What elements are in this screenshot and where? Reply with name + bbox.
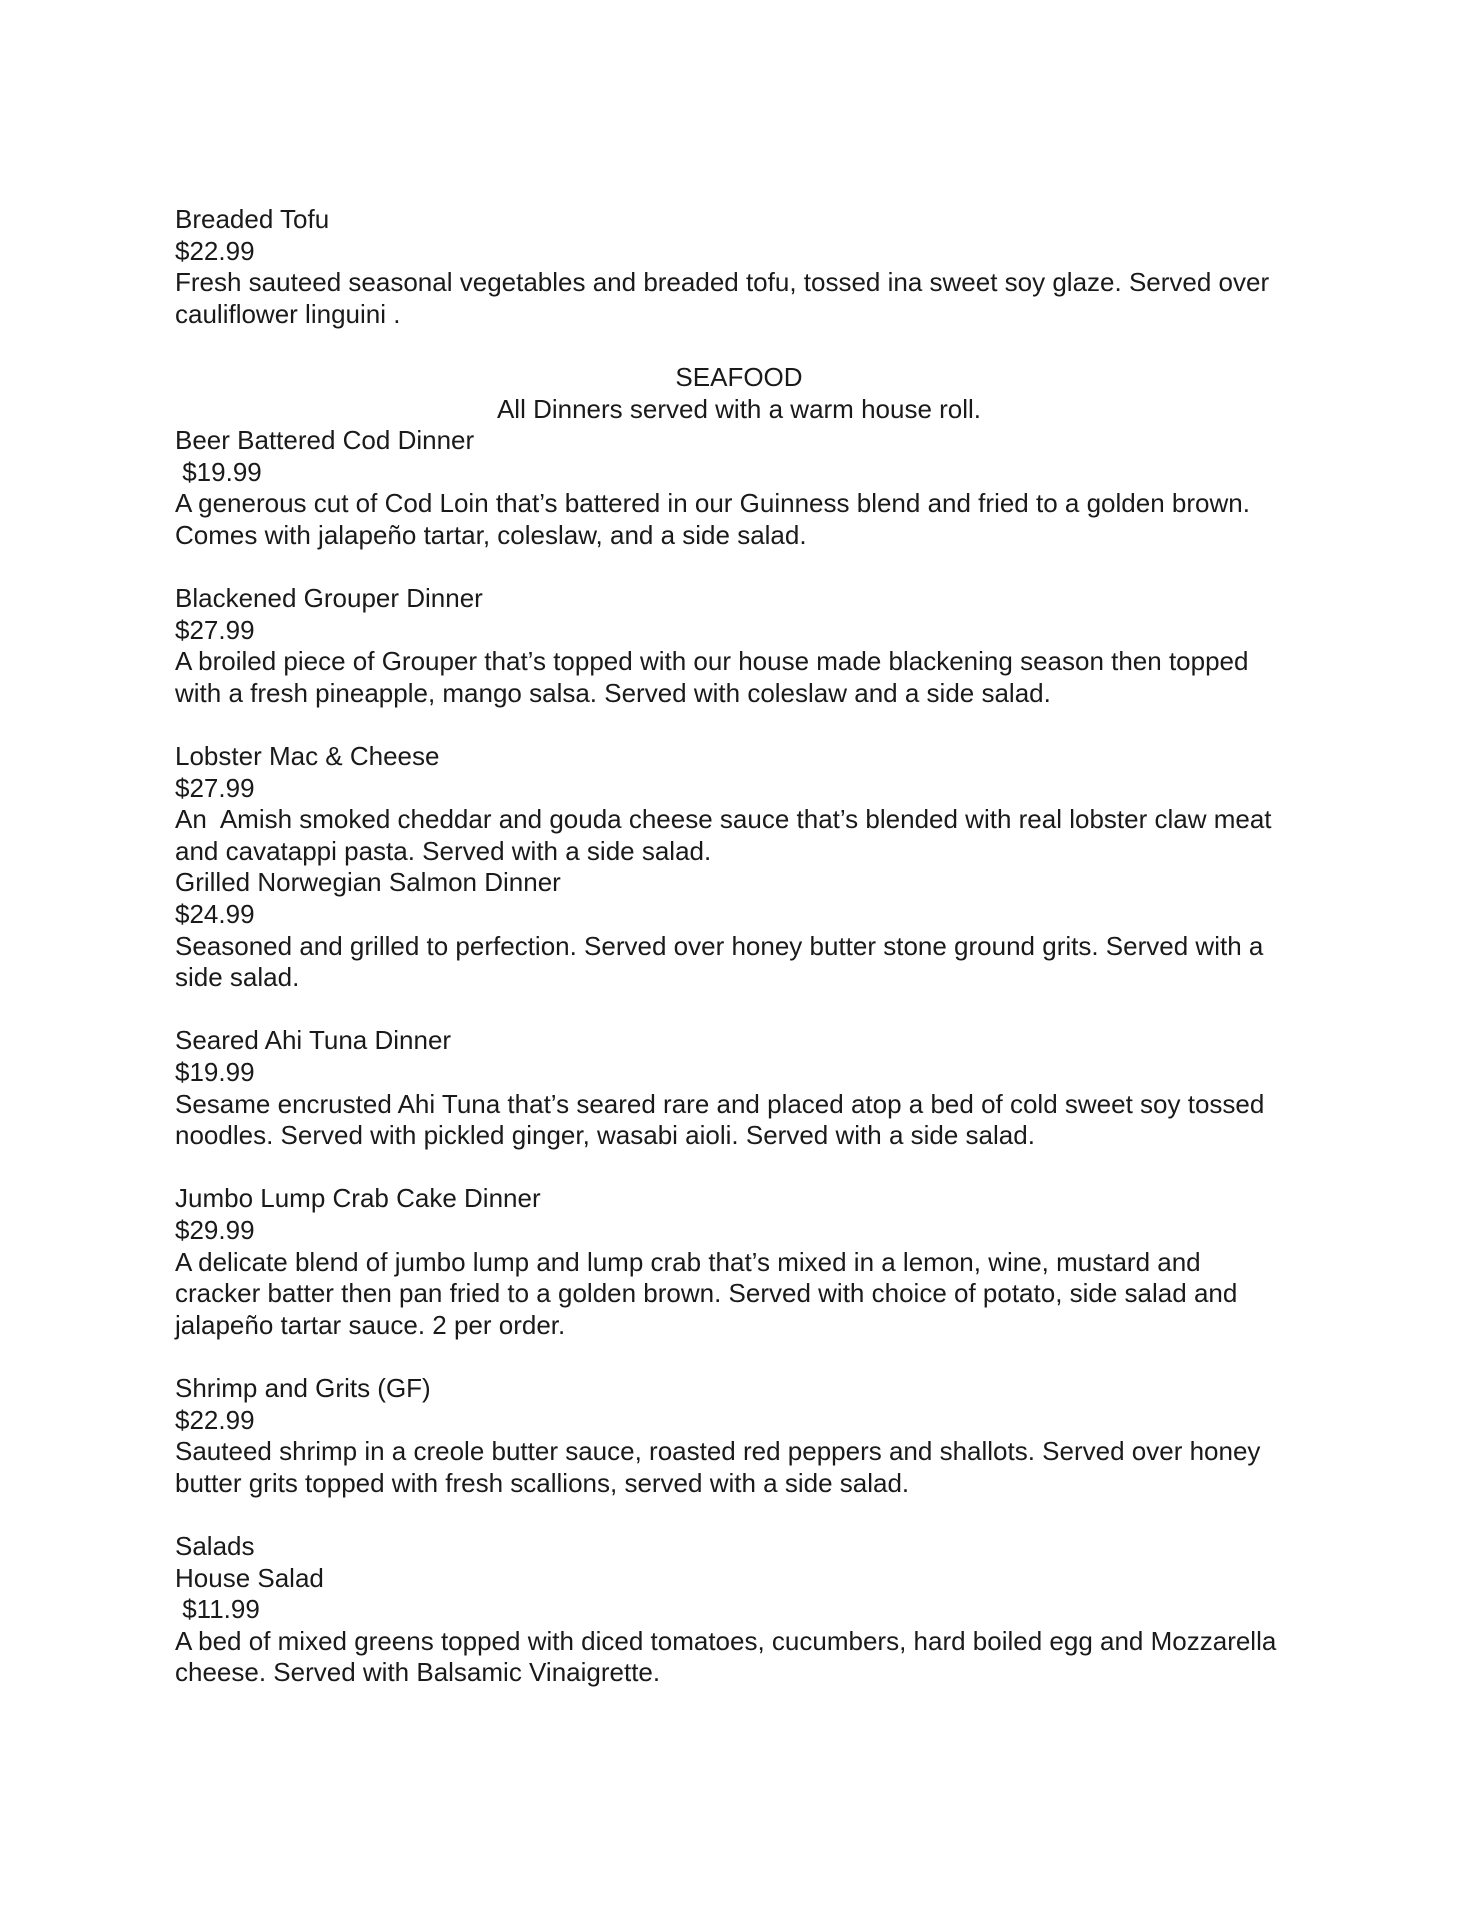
section-salads [175, 1531, 1315, 1689]
item-description-line: and cavatappi pasta. Served with a side salad. [175, 835, 712, 866]
section-subheading: All Dinners served with a warm house roll. [496, 393, 982, 424]
menu-item-cod [175, 425, 1315, 551]
item-description-line: cauliflower linguini . [175, 298, 401, 329]
spacer [175, 1152, 1315, 1184]
item-description-line: butter grits topped with fresh scallions, served with a side salad. [175, 1467, 910, 1498]
menu-item-ahi-tuna [175, 1025, 1315, 1151]
item-price: $27.99 [175, 772, 255, 803]
section-heading: SEAFOOD [675, 361, 803, 392]
spacer [175, 552, 1315, 584]
menu-item-breaded-tofu [175, 204, 1315, 330]
item-description-line: cracker batter then pan fried to a golden brown. Served with choice of potato, side salad and [175, 1278, 1238, 1309]
menu-item-crab-cake [175, 1183, 1315, 1341]
spacer [175, 994, 1315, 1026]
item-description-line: A bed of mixed greens topped with diced tomatoes, cucumbers, hard boiled egg and Mozzarella [175, 1625, 1277, 1656]
item-name: House Salad [175, 1562, 324, 1593]
menu-item-grouper [175, 583, 1315, 709]
item-name: Shrimp and Grits (GF) [175, 1372, 431, 1403]
item-name: Lobster Mac & Cheese [175, 741, 440, 772]
spacer [175, 1341, 1315, 1373]
item-name: Seared Ahi Tuna Dinner [175, 1025, 452, 1056]
item-name: Beer Battered Cod Dinner [175, 425, 475, 456]
item-price: $19.99 [175, 456, 262, 487]
menu-item-lobster-mac [175, 741, 1315, 867]
item-price: $19.99 [175, 1057, 255, 1088]
item-price: $24.99 [175, 899, 255, 930]
item-name: Breaded Tofu [175, 204, 330, 234]
item-description-line: noodles. Served with pickled ginger, wasabi aioli. Served with a side salad. [175, 1120, 1035, 1151]
spacer [175, 1499, 1315, 1531]
item-description-line: A broiled piece of Grouper that’s topped with our house made blackening season then topped [175, 646, 1249, 677]
item-price: $27.99 [175, 614, 255, 645]
item-description-line: jalapeño tartar sauce. 2 per order. [175, 1309, 566, 1340]
item-description-line: Sesame encrusted Ahi Tuna that’s seared rare and placed atop a bed of cold sweet soy tossed [175, 1088, 1265, 1119]
section-seafood [175, 362, 1315, 1499]
menu-page [175, 204, 1315, 1689]
item-description-line: Sauteed shrimp in a creole butter sauce, roasted red peppers and shallots. Served over honey [175, 1436, 1261, 1467]
item-price: $22.99 [175, 1404, 255, 1435]
item-description-line: side salad. [175, 962, 300, 993]
item-description-line: Fresh sauteed seasonal vegetables and breaded tofu, tossed ina sweet soy glaze. Served over [175, 267, 1270, 298]
menu-item-house-salad [175, 1563, 1315, 1689]
section-heading: Salads [175, 1530, 255, 1561]
item-price: $29.99 [175, 1215, 255, 1245]
item-name: Blackened Grouper Dinner [175, 583, 483, 614]
item-description-line: with a fresh pineapple, mango salsa. Served with coleslaw and a side salad. [175, 677, 1051, 708]
menu-item-salmon [175, 867, 1315, 993]
item-description-line: A delicate blend of jumbo lump and lump crab that’s mixed in a lemon, wine, mustard and [175, 1246, 1201, 1277]
item-name: Jumbo Lump Crab Cake Dinner [175, 1183, 541, 1214]
item-price: $11.99 [175, 1594, 260, 1625]
spacer [175, 710, 1315, 742]
menu-item-shrimp-grits [175, 1373, 1315, 1499]
item-name: Grilled Norwegian Salmon Dinner [175, 867, 561, 898]
item-description-line: cheese. Served with Balsamic Vinaigrette. [175, 1657, 661, 1688]
item-description-line: A generous cut of Cod Loin that’s battered in our Guinness blend and fried to a golden brown. [175, 488, 1250, 519]
item-description-line: Seasoned and grilled to perfection. Served over honey butter stone ground grits. Served with a [175, 930, 1264, 961]
item-price: $22.99 [175, 235, 255, 266]
item-description-line: Comes with jalapeño tartar, coleslaw, and a side salad. [175, 519, 807, 550]
item-description-line: An Amish smoked cheddar and gouda cheese sauce that’s blended with real lobster claw meat [175, 804, 1272, 835]
spacer [175, 330, 1315, 362]
